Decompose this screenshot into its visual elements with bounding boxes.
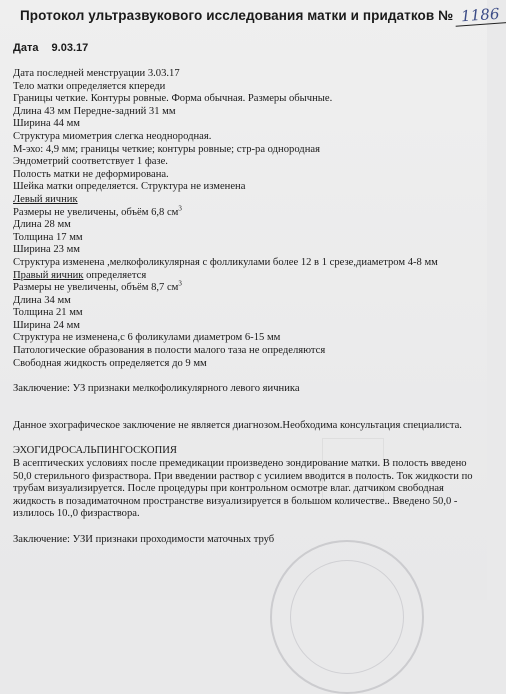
- disclaimer: Данное эхографическое заключение не является диагнозом.Необходима консультация специалиста.: [13, 419, 462, 431]
- left-ovary-size: Размеры не увеличены, объём 6,8 $см^3$: [13, 204, 182, 218]
- title-text: Протокол ультразвукового исследования матки и придатков №: [20, 8, 454, 23]
- report-line: Ширина 44 мм: [13, 118, 80, 130]
- right-ovary-heading: Правый яичник определяется: [13, 269, 147, 281]
- egsg-text: В асептических условиях после премедикации произведено зондирование матки. В полость введено 50,0 стерильного физраствора. При введении раствор с усилием вводится в полость. Ток жидкости по трубам визуализируется. После процедуры при контрольном осмотре влаг. датчиком свободная жидкость в позадиматочном пространстве визуализируется в большом количестве.. Введено 50,0 - излилось 10.,0 физраствора.: [13, 458, 473, 520]
- report-line: Длина 43 мм Передне-задний 31 мм: [13, 105, 176, 117]
- report-line: Структура миометрия слегка неоднородная.: [13, 130, 212, 142]
- report-line: М-эхо: 4,9 мм; границы четкие; контуры ровные; стр-ра однородная: [13, 143, 320, 155]
- left-ovary-structure: Структура изменена ,мелкофоликулярная с фолликулами более 12 в 1 срезе,диаметром 4-8 мм: [13, 256, 438, 268]
- date-label: Дата: [13, 42, 39, 54]
- report-line: Тело матки определяется кпереди: [13, 80, 166, 92]
- left-ovary-heading: Левый яичник: [13, 193, 78, 205]
- report-body: [13, 68, 475, 547]
- report-line: Шейка матки определяется. Структура не изменена: [13, 181, 246, 193]
- report-line: Структура не изменена,с 6 фоликулами диаметром 6-15 мм: [13, 332, 281, 344]
- report-line: Свободная жидкость определяется до 9 мм: [13, 357, 207, 369]
- report-line: Патологические образования в полости малого таза не определяются: [13, 345, 326, 357]
- protocol-number: 1186: [455, 4, 506, 26]
- report-line: Дата последней менструации 3.03.17: [13, 68, 180, 79]
- report-line: Границы четкие. Контуры ровные. Форма обычная. Размеры обычные.: [13, 93, 333, 105]
- report-line: Толщина 21 мм: [13, 307, 83, 319]
- conclusion-ultrasound: Заключение: УЗ признаки мелкофоликулярного левого яичника: [13, 383, 300, 395]
- stamp-mark: [270, 540, 424, 694]
- exam-date: [13, 42, 88, 54]
- report-line: Толщина 17 мм: [13, 231, 83, 243]
- report-line: Полость матки не деформирована.: [13, 168, 169, 180]
- report-line: Ширина 23 мм: [13, 244, 80, 256]
- conclusion-egsg: Заключение: УЗИ признаки проходимости маточных труб: [13, 534, 275, 545]
- right-ovary-size: Размеры не увеличены, объём 8,7 $см^3$: [13, 279, 182, 294]
- date-value: 9.03.17: [51, 42, 89, 54]
- document-title: [20, 4, 501, 26]
- report-line: Ширина 24 мм: [13, 319, 80, 331]
- report-line: Эндометрий соответствует 1 фазе.: [13, 156, 168, 168]
- report-line: Длина 28 мм: [13, 219, 71, 231]
- egsg-heading: ЭХОГИДРОСАЛЬПИНГОСКОПИЯ: [13, 445, 177, 457]
- report-line: Длина 34 мм: [13, 294, 71, 306]
